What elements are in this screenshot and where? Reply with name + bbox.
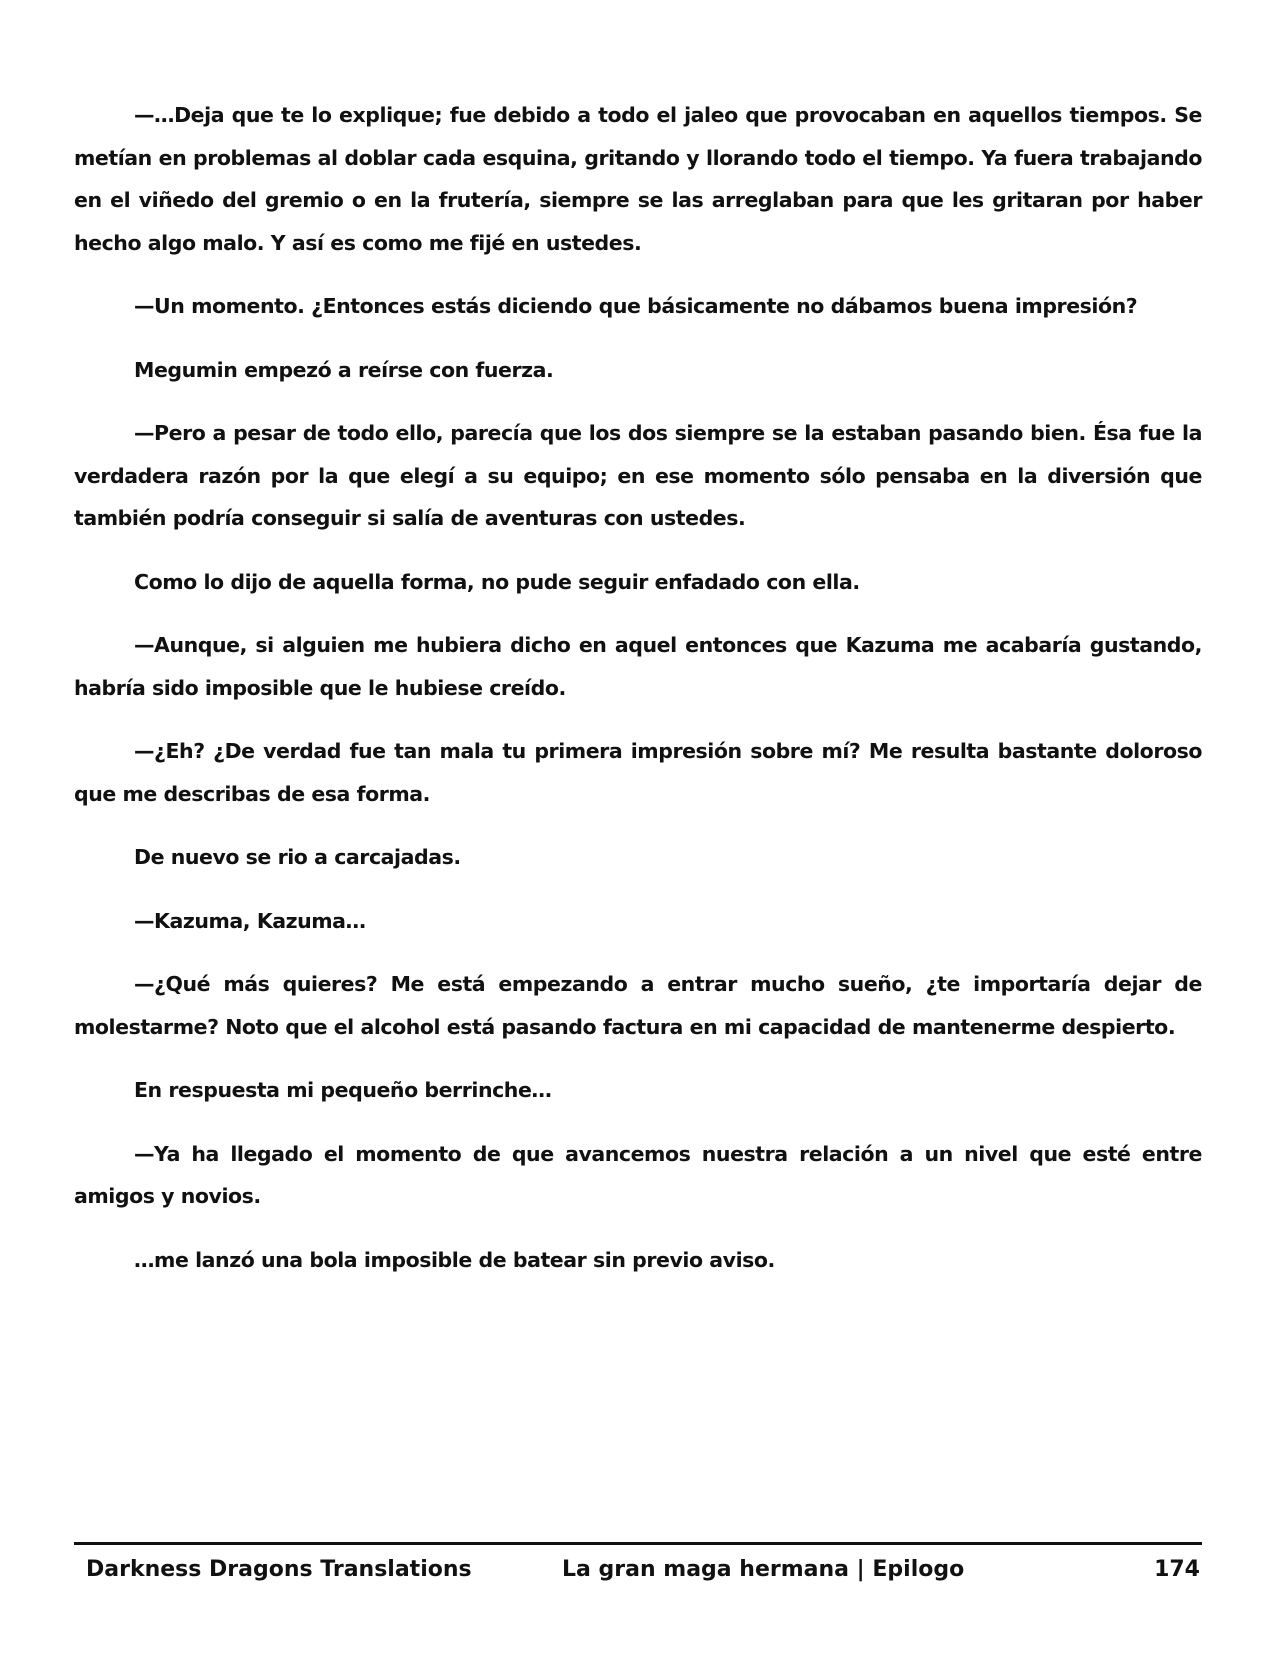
footer-translator-credit: Darkness Dragons Translations — [86, 1557, 472, 1582]
paragraph-7: —¿Eh? ¿De verdad fue tan mala tu primera impresión sobre mí? Me resulta bastante doloroso que me describas de esa forma. — [74, 739, 1202, 806]
paragraph-6: —Aunque, si alguien me hubiera dicho en aquel entonces que Kazuma me acabaría gustando, habría sido imposible que le hubiese creído. — [74, 633, 1202, 700]
paragraph-12: —Ya ha llegado el momento de que avancemos nuestra relación a un nivel que esté entre amigos y novios. — [74, 1141, 1202, 1208]
page-body — [74, 94, 1202, 1302]
paragraph-4: —Pero a pesar de todo ello, parecía que los dos siempre se la estaban pasando bien. Ésa fue la verdadera razón por la que elegí a su equipo; en ese momento sólo pensaba en la diversión que también podría conseguir si salía de aventuras con ustedes. — [74, 421, 1202, 530]
page-footer — [74, 1550, 1202, 1590]
paragraph-8: De nuevo se rio a carcajadas. — [134, 845, 461, 869]
paragraph-1: —…Deja que te lo explique; fue debido a todo el jaleo que provocaban en aquellos tiempos. Se metían en problemas al doblar cada esquina, gritando y llorando todo el tiempo. Ya fuera trabajando en el viñedo del gremio o en la frutería, siempre se las arreglaban para que les gritaran por haber hecho algo malo. Y así es como me fijé en ustedes. — [74, 103, 1202, 255]
footer-chapter-title: La gran maga hermana | Epilogo — [562, 1557, 965, 1582]
paragraph-9: —Kazuma, Kazuma… — [134, 908, 366, 933]
paragraph-2: —Un momento. ¿Entonces estás diciendo que básicamente no dábamos buena impresión? — [134, 294, 1138, 318]
paragraph-5: Como lo dijo de aquella forma, no pude seguir enfadado con ella. — [134, 569, 860, 594]
footer-divider — [74, 1542, 1202, 1545]
paragraph-3: Megumin empezó a reírse con fuerza. — [134, 357, 554, 382]
footer-page-number: 174 — [1154, 1557, 1200, 1582]
paragraph-11: En respuesta mi pequeño berrinche… — [134, 1078, 552, 1102]
paragraph-13: …me lanzó una bola imposible de batear sin previo aviso. — [134, 1247, 775, 1272]
paragraph-10: —¿Qué más quieres? Me está empezando a entrar mucho sueño, ¿te importaría dejar de molestarme? Noto que el alcohol está pasando factura en mi capacidad de mantenerme despierto. — [74, 972, 1202, 1039]
